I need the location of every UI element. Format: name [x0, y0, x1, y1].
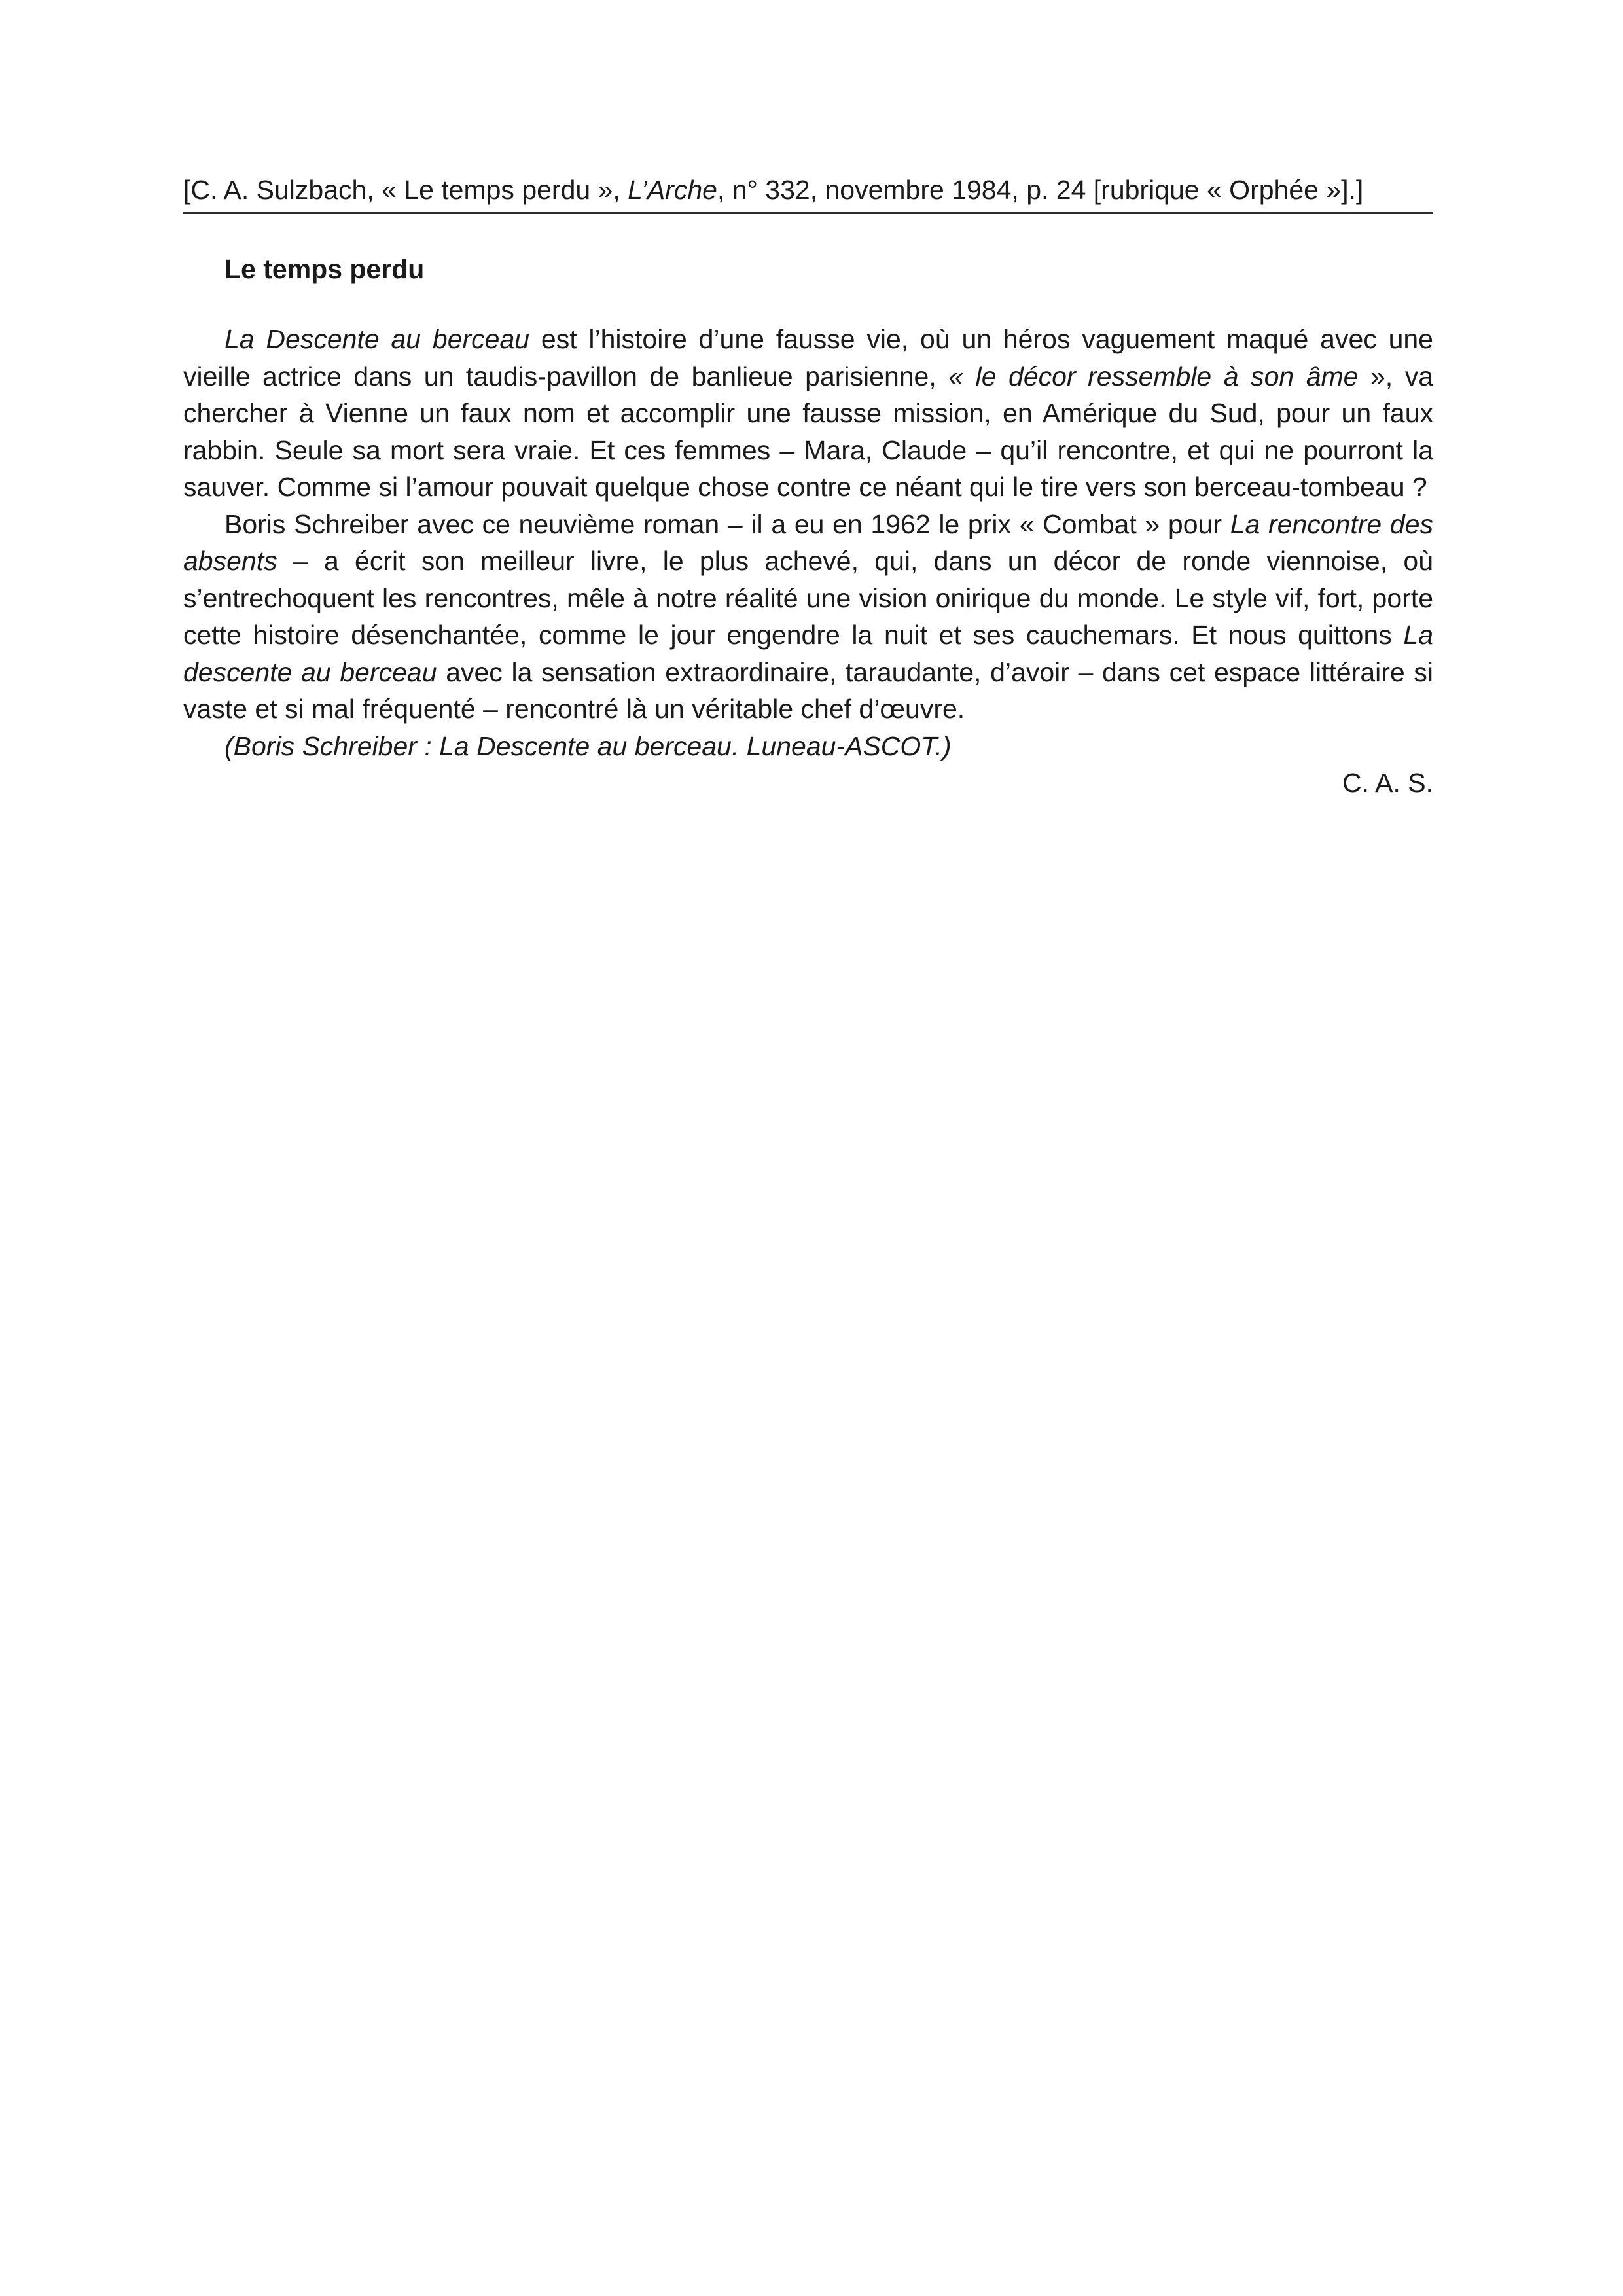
author-signature: C. A. S.	[1342, 768, 1433, 798]
article-body	[183, 321, 1433, 802]
paragraph	[183, 506, 1433, 728]
book-title: La descente au berceau	[183, 620, 1433, 687]
journal-title: L’Arche	[628, 175, 717, 205]
citation-text: [C. A. Sulzbach, « Le temps perdu »,	[183, 175, 628, 205]
paragraph-text: avec la sensation extraordinaire, taraudante, d’avoir – dans cet espace littéraire si vaste et si mal fréquenté – rencontré là un véritable chef d’œuvre.	[183, 656, 1433, 724]
citation-header	[183, 171, 1433, 214]
paragraph-text: Boris Schreiber avec ce neuvième roman – il a eu en 1962 le prix « Combat » pour	[224, 509, 1230, 539]
book-title: La rencontre des absents	[183, 509, 1433, 576]
paragraph	[183, 321, 1433, 506]
source-reference: (Boris Schreiber : La Descente au berceau. Luneau-ASCOT.)	[224, 730, 952, 761]
article-title: Le temps perdu	[224, 254, 425, 284]
paragraph-text: – a écrit son meilleur livre, le plus achevé, qui, dans un décor de ronde viennoise, où s’entrechoquent les rencontres, mêle à notre réalité une vision onirique du monde. Le style vif, fort, porte cette histoire désenchantée, comme le jour engendre la nuit et ses cauchemars. Et nous quittons	[183, 546, 1433, 650]
paragraph-text: », va chercher à Vienne un faux nom et accomplir une fausse mission, en Amérique du Sud, pour un faux rabbin. Seule sa mort sera vraie. Et ces femmes – Mara, Claude – qu’il rencontre, et qui ne pourront la sauver. Comme si l’amour pouvait quelque chose contre ce néant qui le tire vers son berceau-tombeau ?	[183, 361, 1434, 502]
paragraph-text: est l’histoire d’une fausse vie, où un héros vaguement maqué avec une vieille actrice dans un taudis-pavillon de banlieue parisienne,	[183, 324, 1433, 391]
book-title: La Descente au berceau	[224, 324, 530, 354]
quotation: « le décor ressemble à son âme	[948, 361, 1359, 391]
citation-details: , n° 332, novembre 1984, p. 24 [rubrique « Orphée »].]	[717, 175, 1364, 205]
